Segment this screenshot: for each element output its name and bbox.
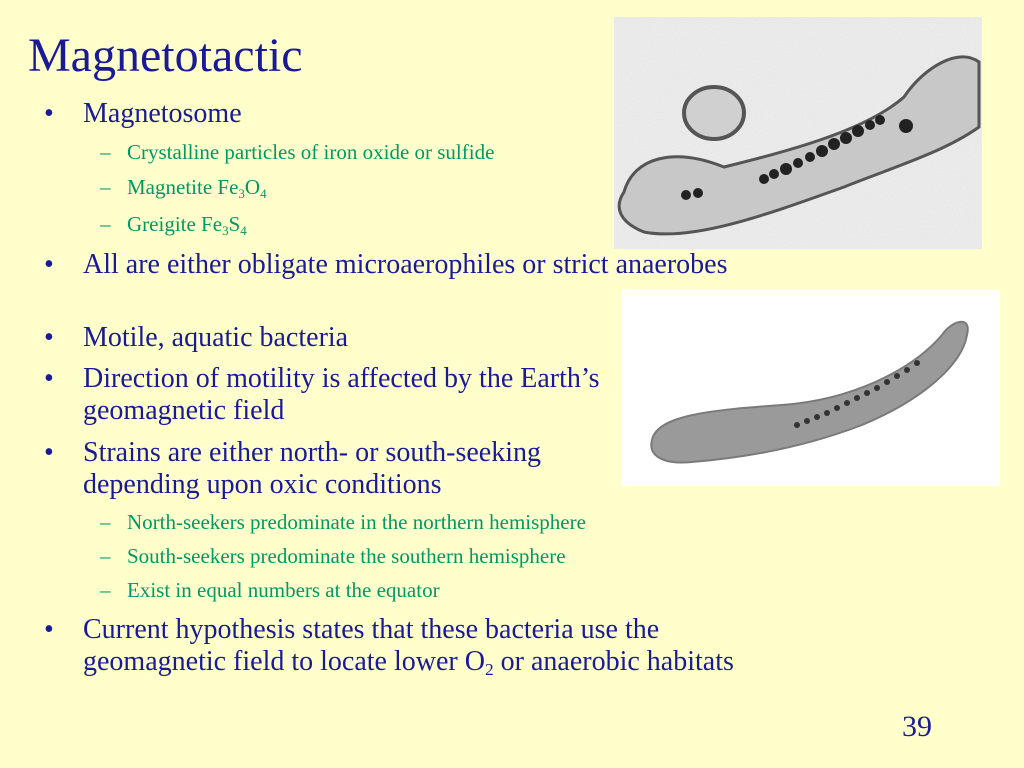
dash-marker: – [100,544,111,568]
bullet-hypothesis [44,614,736,678]
bullet-text: Direction of motility is affected by the Earth’s geomagnetic field [83,363,600,426]
slide-title: Magnetotactic [28,29,303,82]
bullet-text: All are either obligate microaerophiles or strict anaerobes [83,249,728,280]
sub-bullet-north [100,509,800,535]
bullet-marker: • [44,363,54,394]
sub-bullet-text: Greigite $Fe_3S_4$ [127,212,247,238]
bacterium-micrograph-2 [622,290,1000,486]
sub-bullet-south [100,543,800,569]
bullet-text: Magnetosome [83,98,242,129]
bullet-strains [44,437,614,501]
bullet-marker: • [44,437,54,468]
bullet-obligate [44,249,744,281]
dash-marker: – [100,578,111,602]
sub-bullet-text: North-seekers predominate in the northern hemisphere [127,510,586,534]
bullet-marker: • [44,98,54,129]
bacterium-micrograph-1 [614,17,982,249]
dash-marker: – [100,175,111,199]
bullet-marker: • [44,322,54,353]
sub-bullet-text: South-seekers predominate the southern hemisphere [127,544,566,568]
sub-bullet-equal [100,577,800,603]
sub-bullet-text: Crystalline particles of iron oxide or sulfide [127,140,495,164]
sub-bullet-text: Exist in equal numbers at the equator [127,578,440,602]
dash-marker: – [100,510,111,534]
sub-bullet-text: Magnetite $Fe_3O_4$ [127,175,267,201]
dash-marker: – [100,212,111,236]
bullet-text: Current hypothesis states that these bacteria use the geomagnetic field to locate lower $O_2$ or anaerobic habitats [83,614,734,680]
bullet-text: Strains are either north- or south-seeking depending upon oxic conditions [83,437,541,500]
bullet-marker: • [44,249,54,280]
bullet-marker: • [44,614,54,645]
page-number: 39 [902,710,932,743]
dash-marker: – [100,140,111,164]
bullet-text: Motile, aquatic bacteria [83,322,349,353]
